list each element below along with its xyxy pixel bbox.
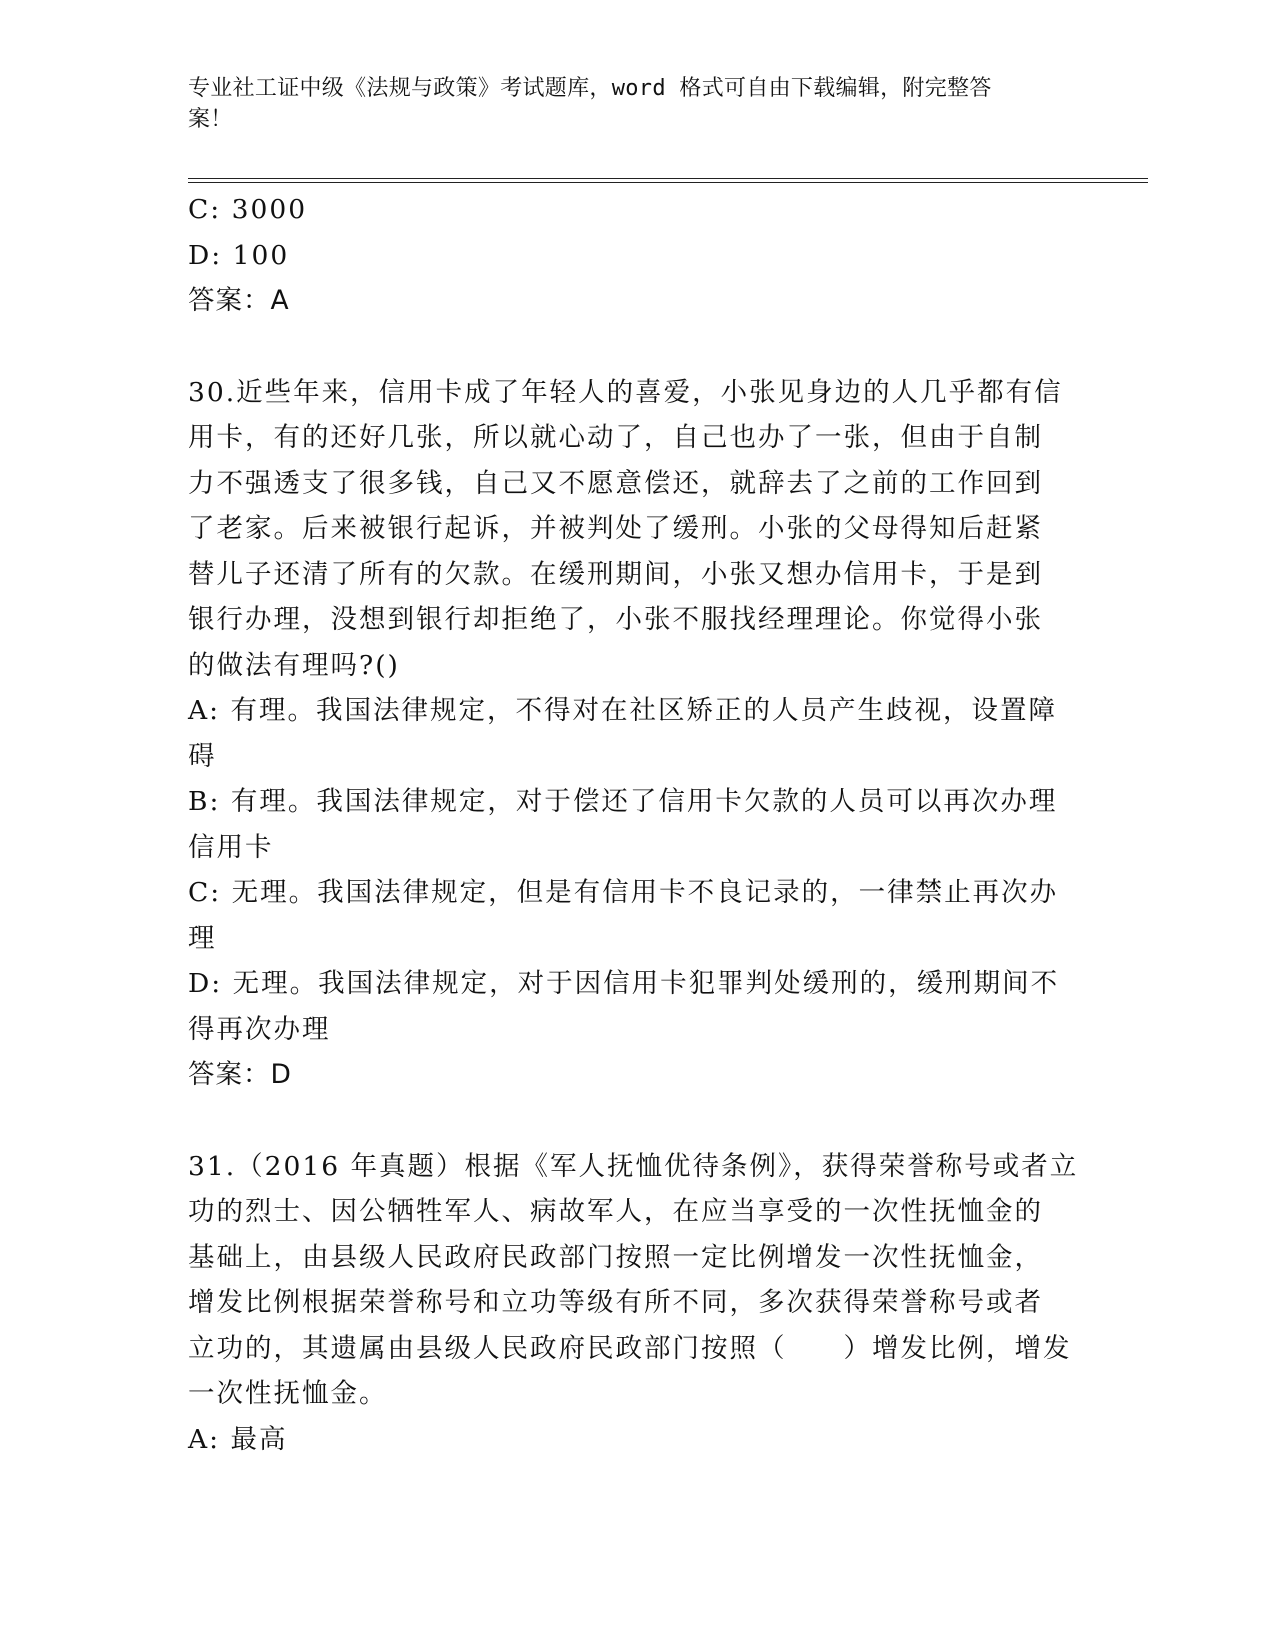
option-c xyxy=(188,187,1088,233)
question-line: 银行办理，没想到银行却拒绝了，小张不服找经理理论。你觉得小张 xyxy=(188,604,1043,635)
question-30 xyxy=(188,370,1088,1098)
question-line: 增发比例根据荣誉称号和立功等级有所不同，多次获得荣誉称号或者 xyxy=(188,1287,1043,1318)
option-d xyxy=(188,233,1088,279)
header-divider xyxy=(188,178,1148,183)
question-31 xyxy=(188,1144,1088,1463)
option-b-line-1: B: 有理。我国法律规定，对于偿还了信用卡欠款的人员可以再次办理 xyxy=(188,786,1058,817)
option-label: C: xyxy=(188,194,222,225)
question-line: 功的烈士、因公牺牲军人、病故军人，在应当享受的一次性抚恤金的 xyxy=(188,1196,1043,1227)
question-line: 用卡，有的还好几张，所以就心动了，自己也办了一张，但由于自制 xyxy=(188,422,1043,453)
option-text: 100 xyxy=(232,239,290,271)
question-line: 基础上，由县级人民政府民政部门按照一定比例增发一次性抚恤金， xyxy=(188,1241,1043,1273)
question-line: 替儿子还清了所有的欠款。在缓刑期间，小张又想办信用卡，于是到 xyxy=(188,558,1043,590)
question-line: 30.近些年来，信用卡成了年轻人的喜爱，小张见身边的人几乎都有信 xyxy=(188,376,1063,408)
question-line: 了老家。后来被银行起诉，并被判处了缓刑。小张的父母得知后赶紧 xyxy=(188,513,1043,544)
question-line: 31.（2016 年真题）根据《军人抚恤优待条例》，获得荣誉称号或者立 xyxy=(188,1150,1079,1182)
option-b-line-2: 信用卡 xyxy=(188,831,274,863)
header-line-1: 专业社工证中级《法规与政策》考试题库，word 格式可自由下载编辑，附完整答 xyxy=(188,76,992,101)
document-header xyxy=(188,73,1068,135)
option-a-line-2: 碍 xyxy=(188,740,217,772)
spacer xyxy=(188,1098,1088,1144)
spacer xyxy=(188,324,1088,370)
option-c-line-2: 理 xyxy=(188,922,217,954)
option-text: 3000 xyxy=(231,194,308,225)
option-c-line-1: C: 无理。我国法律规定，但是有信用卡不良记录的，一律禁止再次办 xyxy=(188,877,1059,908)
answer-line: 答案：D xyxy=(188,1059,292,1090)
previous-question-tail xyxy=(188,187,1088,324)
option-label: D: xyxy=(188,239,223,271)
question-line: 立功的，其遗属由县级人民政府民政部门按照（ ）增发比例，增发 xyxy=(188,1332,1072,1364)
option-a: A: 最高 xyxy=(188,1423,288,1455)
question-line: 力不强透支了很多钱，自己又不愿意偿还，就辞去了之前的工作回到 xyxy=(188,467,1043,499)
option-d-line-1: D: 无理。我国法律规定，对于因信用卡犯罪判处缓刑的，缓刑期间不 xyxy=(188,968,1060,999)
question-line: 的做法有理吗?() xyxy=(188,649,400,681)
document-body xyxy=(188,187,1088,1462)
answer-line: 答案：A xyxy=(188,285,290,316)
option-d-line-2: 得再次办理 xyxy=(188,1013,331,1045)
question-line: 一次性抚恤金。 xyxy=(188,1378,388,1409)
option-a-line-1: A: 有理。我国法律规定，不得对在社区矫正的人员产生歧视，设置障 xyxy=(188,695,1057,726)
header-line-2: 案！ xyxy=(188,107,233,132)
